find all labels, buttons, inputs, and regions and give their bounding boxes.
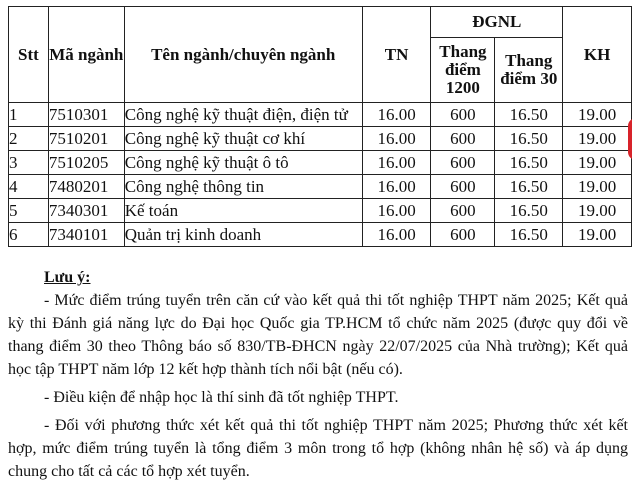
cell-kh: 19.00 [563, 175, 632, 199]
header-stt: Stt [9, 7, 49, 103]
cell-tn: 16.00 [362, 223, 431, 247]
header-thang-1200: Thang điểm 1200 [431, 38, 495, 103]
cell-stt: 1 [9, 103, 49, 127]
cell-dgnl-30: 16.50 [495, 103, 563, 127]
cell-dgnl-1200: 600 [431, 175, 495, 199]
cell-ma-nganh: 7510201 [48, 127, 124, 151]
table-row [9, 151, 632, 175]
note-paragraph: - Đối với phương thức xét kết quả thi tốt nghiệp THPT năm 2025; Phương thức xét kết hợp, mức điểm trúng tuyển là tổng điểm 3 môn trong tổ hợp (không nhân hệ số) và áp dụng chung cho tất cả các tổ hợp xét tuyển. [8, 417, 628, 480]
cell-stt: 3 [9, 151, 49, 175]
cell-ma-nganh: 7340101 [48, 223, 124, 247]
cell-ten-nganh: Công nghệ kỹ thuật điện, điện tử [124, 103, 362, 127]
header-thang-30: Thang điểm 30 [495, 38, 563, 103]
cell-kh: 19.00 [563, 103, 632, 127]
cell-dgnl-30: 16.50 [495, 151, 563, 175]
table-row [9, 103, 632, 127]
cell-ten-nganh: Kế toán [124, 199, 362, 223]
cell-tn: 16.00 [362, 151, 431, 175]
cell-tn: 16.00 [362, 175, 431, 199]
cell-ma-nganh: 7510301 [48, 103, 124, 127]
header-tn: TN [362, 7, 431, 103]
cell-dgnl-1200: 600 [431, 103, 495, 127]
cell-dgnl-1200: 600 [431, 199, 495, 223]
cell-stt: 5 [9, 199, 49, 223]
cell-dgnl-1200: 600 [431, 151, 495, 175]
header-ma-nganh: Mã ngành [48, 7, 124, 103]
cell-dgnl-1200: 600 [431, 223, 495, 247]
table-row [9, 223, 632, 247]
cell-dgnl-1200: 600 [431, 127, 495, 151]
cell-ten-nganh: Công nghệ kỹ thuật ô tô [124, 151, 362, 175]
table-row [9, 175, 632, 199]
cell-stt: 4 [9, 175, 49, 199]
cell-stt: 6 [9, 223, 49, 247]
notes-section [8, 266, 628, 483]
cell-ten-nganh: Công nghệ kỹ thuật cơ khí [124, 127, 362, 151]
table-row [9, 199, 632, 223]
cell-stt: 2 [9, 127, 49, 151]
header-row-top [9, 7, 632, 38]
table-row [9, 127, 632, 151]
cell-tn: 16.00 [362, 127, 431, 151]
cell-dgnl-30: 16.50 [495, 127, 563, 151]
cell-ma-nganh: 7480201 [48, 175, 124, 199]
cell-dgnl-30: 16.50 [495, 223, 563, 247]
cell-ma-nganh: 7340301 [48, 199, 124, 223]
admission-score-table [8, 6, 632, 247]
cell-ten-nganh: Quản trị kinh doanh [124, 223, 362, 247]
cell-kh: 19.00 [563, 151, 632, 175]
cell-ma-nganh: 7510205 [48, 151, 124, 175]
red-edge-mark [628, 118, 632, 160]
cell-kh: 19.00 [563, 127, 632, 151]
header-ten-nganh: Tên ngành/chuyên ngành [124, 7, 362, 103]
notes-title: Lưu ý: [44, 269, 91, 286]
cell-tn: 16.00 [362, 199, 431, 223]
note-paragraph: - Điều kiện để nhập học là thí sinh đã tốt nghiệp THPT. [44, 389, 399, 406]
cell-dgnl-30: 16.50 [495, 199, 563, 223]
note-paragraph: - Mức điểm trúng tuyển trên căn cứ vào kết quả thi tốt nghiệp THPT năm 2025; Kết quả kỳ thi Đánh giá năng lực do Đại học Quốc gia TP.HCM tổ chức năm 2025 (được quy đổi về thang điểm 30 theo Thông báo số 830/TB-ĐHCN ngày 22/07/2025 của Nhà trường); Kết quả học tập THPT năm lớp 12 kết hợp thành tích nổi bật (nếu có). [8, 292, 628, 378]
cell-ten-nganh: Công nghệ thông tin [124, 175, 362, 199]
header-kh: KH [563, 7, 632, 103]
cell-tn: 16.00 [362, 103, 431, 127]
header-dgnl: ĐGNL [431, 7, 563, 38]
cell-kh: 19.00 [563, 199, 632, 223]
cell-dgnl-30: 16.50 [495, 175, 563, 199]
cell-kh: 19.00 [563, 223, 632, 247]
